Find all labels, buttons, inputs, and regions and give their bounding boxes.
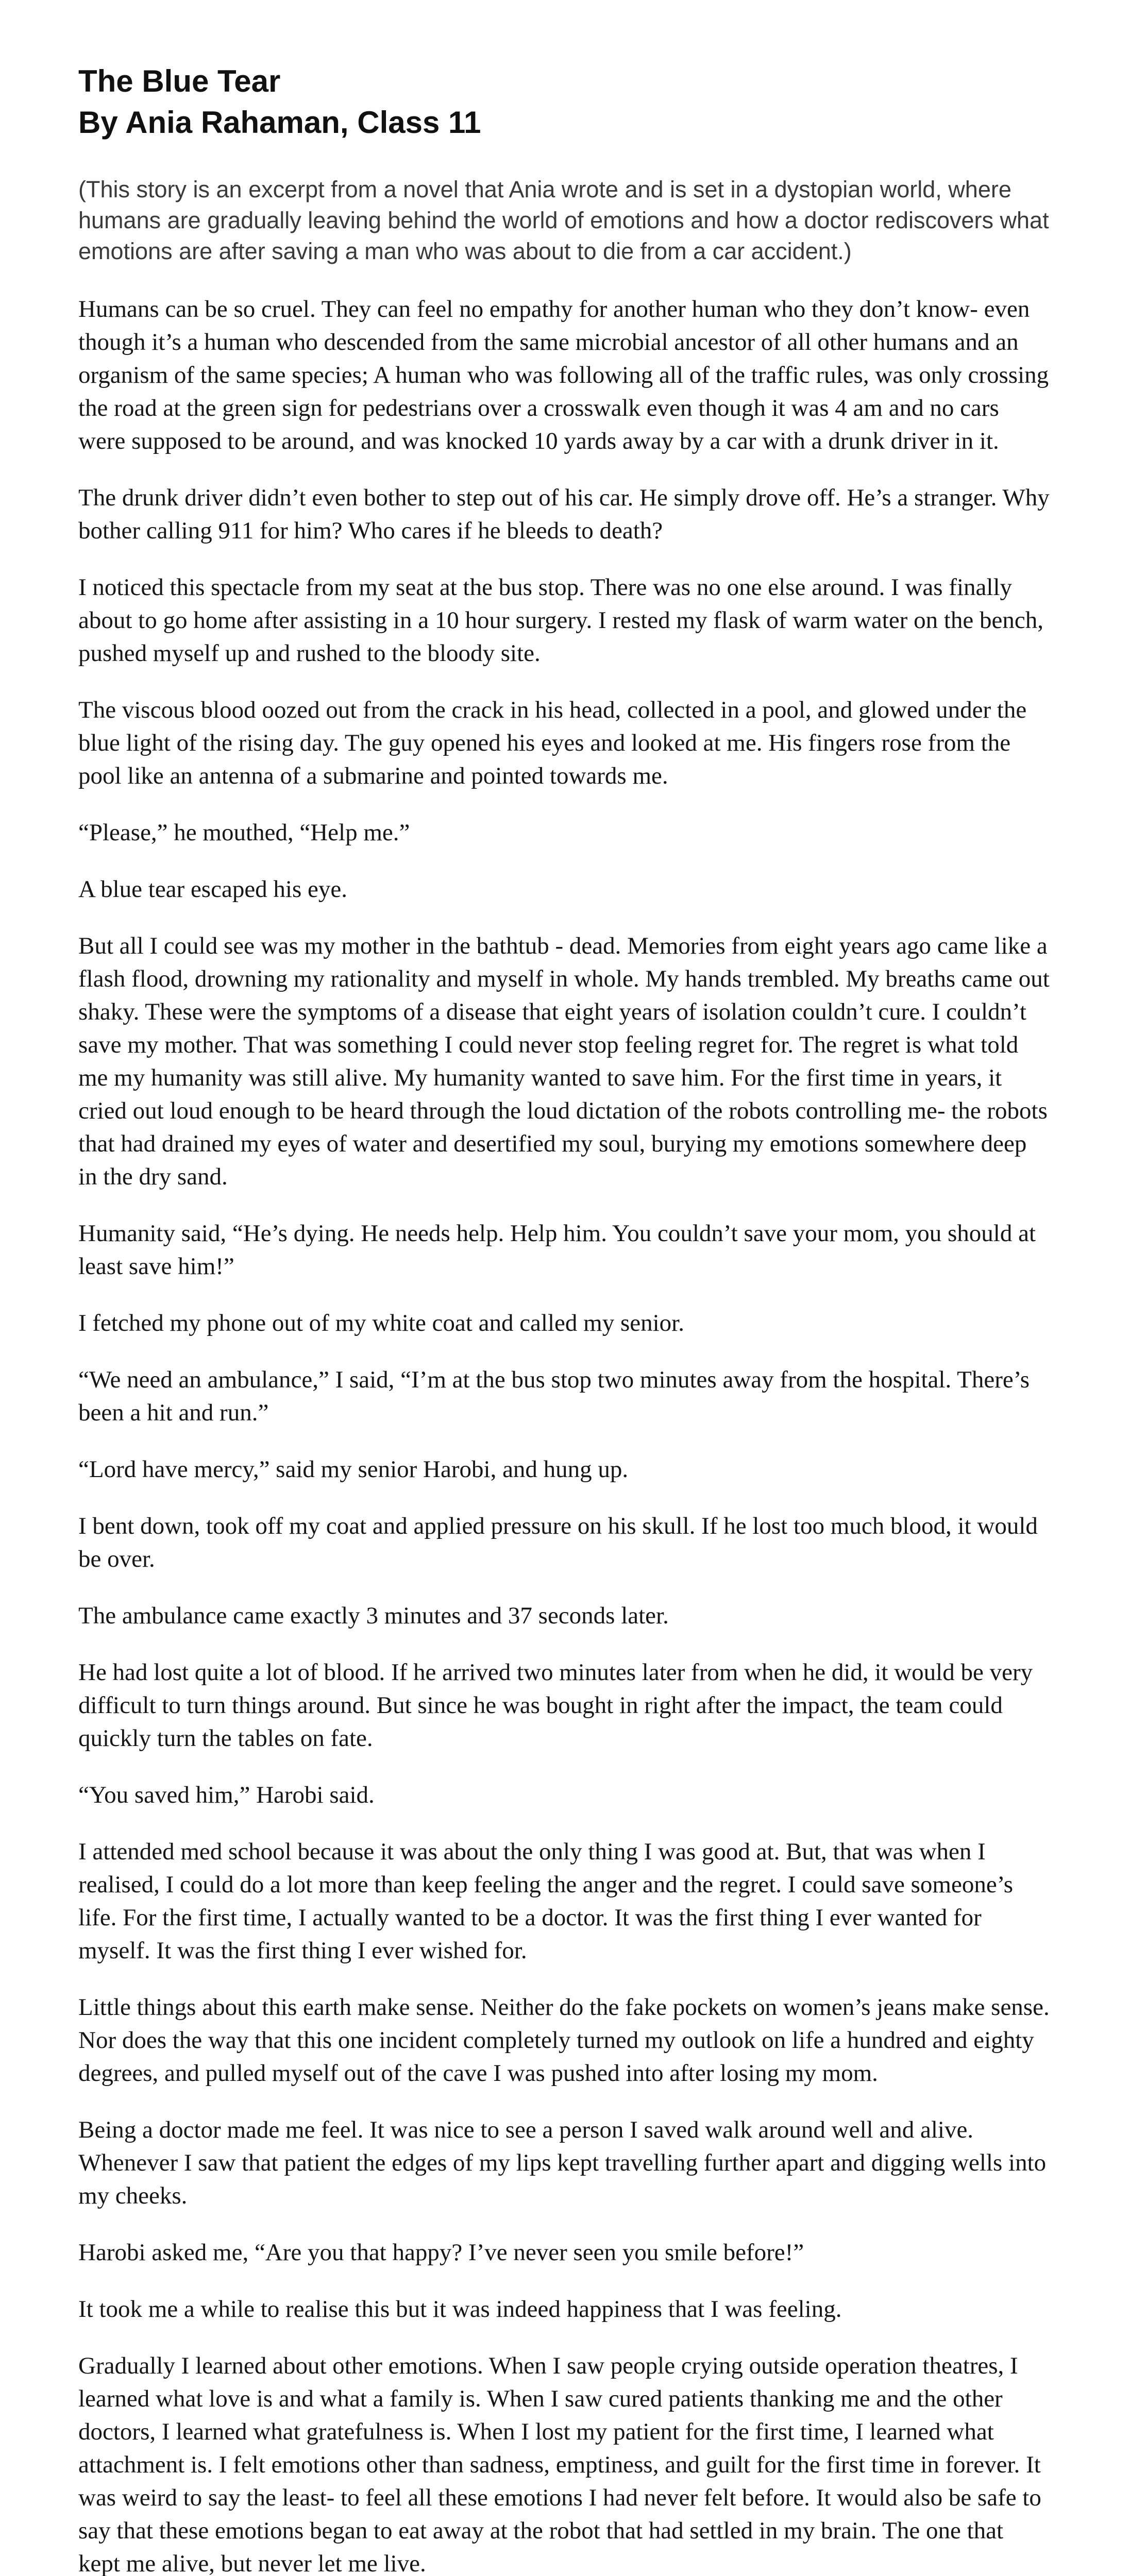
story-paragraph: Little things about this earth make sense. Neither do the fake pockets on women’s jeans make sense. Nor does the way that this one incident completely turned my outlook on life a hundred and eighty degrees, and pulled myself out of the cave I was pushed into after losing my mom.	[78, 1994, 1050, 2087]
story-paragraph: “Please,” he mouthed, “Help me.”	[78, 819, 410, 846]
story-paragraph: Humanity said, “He’s dying. He needs help. Help him. You couldn’t save your mom, you should at least save him!”	[78, 1220, 1036, 1280]
story-paragraph: I attended med school because it was about the only thing I was good at. But, that was when I realised, I could do a lot more than keep feeling the anger and the regret. I could save someone’s life. For the first time, I actually wanted to be a doctor. It was the first thing I ever wanted for myself. It was the first thing I ever wished for.	[78, 1838, 1014, 1964]
story-body	[78, 174, 1050, 2576]
story-paragraph: I bent down, took off my coat and applied pressure on his skull. If he lost too much blood, it would be over.	[78, 1513, 1038, 1572]
story-paragraph: But all I could see was my mother in the bathtub - dead. Memories from eight years ago came like a flash flood, drowning my rationality and myself in whole. My hands trembled. My breaths came out shaky. These were the symptoms of a disease that eight years of isolation couldn’t cure. I couldn’t save my mother. That was something I could never stop feeling regret for. The regret is what told me my humanity was still alive. My humanity wanted to save him. For the first time in years, it cried out loud enough to be heard through the loud dictation of the robots controlling me- the robots that had drained my eyes of water and desertified my soul, burying my emotions somewhere deep in the dry sand.	[78, 933, 1050, 1190]
story-paragraph: Being a doctor made me feel. It was nice to see a person I saved walk around well and alive. Whenever I saw that patient the edges of my lips kept travelling further apart and digging wells into my cheeks.	[78, 2116, 1047, 2209]
story-paragraphs	[78, 293, 1050, 2576]
story-paragraph: He had lost quite a lot of blood. If he arrived two minutes later from when he did, it would be very difficult to turn things around. But since he was bought in right after the impact, the team could quickly turn the tables on fate.	[78, 1659, 1033, 1752]
story-paragraph: It took me a while to realise this but it was indeed happiness that I was feeling.	[78, 2296, 842, 2323]
story-paragraph: I noticed this spectacle from my seat at the bus stop. There was no one else around. I was finally about to go home after assisting in a 10 hour surgery. I rested my flask of warm water on the bench, pushed myself up and rushed to the bloody site.	[78, 574, 1043, 667]
story-paragraph: The drunk driver didn’t even bother to step out of his car. He simply drove off. He’s a stranger. Why bother calling 911 for him? Who cares if he bleeds to death?	[78, 484, 1050, 544]
story-paragraph: I fetched my phone out of my white coat and called my senior.	[78, 1310, 684, 1336]
story-paragraph: Humans can be so cruel. They can feel no empathy for another human who they don’t know- even though it’s a human who descended from the same microbial ancestor of all other humans and an organism of the same species; A human who was following all of the traffic rules, was only crossing the road at the green sign for pedestrians over a crosswalk even though it was 4 am and no cars were supposed to be around, and was knocked 10 yards away by a car with a drunk driver in it.	[78, 296, 1049, 454]
story-paragraph: Harobi asked me, “Are you that happy? I’ve never seen you smile before!”	[78, 2239, 804, 2266]
title-block	[78, 61, 1050, 143]
story-paragraph: A blue tear escaped his eye.	[78, 876, 348, 903]
story-paragraph: Gradually I learned about other emotions. When I saw people crying outside operation theatres, I learned what love is and what a family is. When I saw cured patients thanking me and the other doctors, I learned what gratefulness is. When I lost my patient for the first time, I learned what attachment is. I felt emotions other than sadness, emptiness, and guilt for the first time in forever. It was weird to say the least- to feel all these emotions I had never felt before. It would also be safe to say that these emotions began to eat away at the robot that had settled in my brain. The one that kept me alive, but never let me live.	[78, 2352, 1041, 2576]
story-intro: (This story is an excerpt from a novel that Ania wrote and is set in a dystopian world, where humans are gradually leaving behind the world of emotions and how a doctor rediscovers what emotions are after saving a man who was about to die from a car accident.)	[78, 176, 1049, 264]
story-paragraph: “You saved him,” Harobi said.	[78, 1782, 375, 1808]
story-paragraph: “Lord have mercy,” said my senior Harobi, and hung up.	[78, 1456, 629, 1483]
story-paragraph: “We need an ambulance,” I said, “I’m at the bus stop two minutes away from the hospital. There’s been a hit and run.”	[78, 1366, 1030, 1426]
story-paragraph: The ambulance came exactly 3 minutes and 37 seconds later.	[78, 1602, 669, 1629]
story-paragraph: The viscous blood oozed out from the crack in his head, collected in a pool, and glowed under the blue light of the rising day. The guy opened his eyes and looked at me. His fingers rose from the pool like an antenna of a submarine and pointed towards me.	[78, 697, 1027, 789]
story-title: The Blue Tear	[78, 64, 281, 98]
story-byline: By Ania Rahaman, Class 11	[78, 105, 481, 140]
